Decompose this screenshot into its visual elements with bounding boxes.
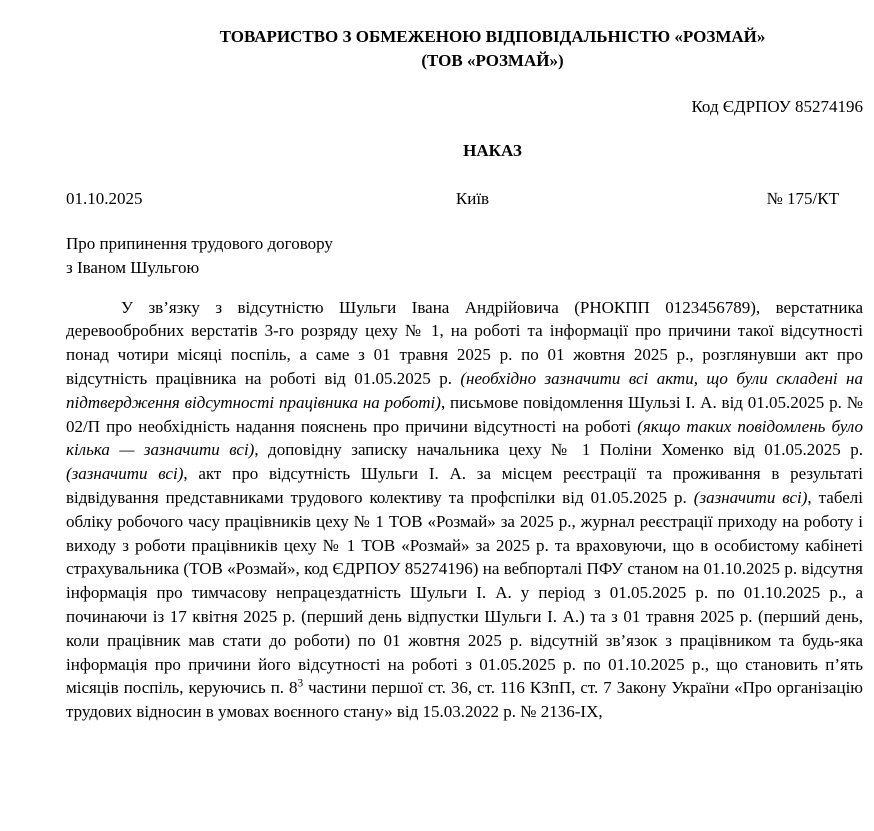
company-short-name: (ТОВ «РОЗМАЙ») <box>421 50 564 70</box>
text-run-normal: , табелі обліку робочого часу працівників цеху № 1 ТОВ «Розмай» за 2025 р., журнал реєстрації приходу на роботу і виходу з роботи працівників цеху № 1 ТОВ «Розмай» за 2025 р. та враховуючи, що в особистому кабінеті страхувальника (ТОВ «Розмай», код ЄДРПОУ 85274196) на вебпорталі ПФУ станом на 01.10.2025 р. відсутня інформація про тимчасову непрацездатність Шульги І. А. у період з 01.05.2025 р. по 01.10.2025 р., а починаючи із 17 квітня 2025 р. (перший день відпустки Шульги І. А.) та з 01 травня 2025 р. (перший день, коли працівник мав стати до роботи) по 01 жовтня 2025 р. відсутній зв’язок з працівником та будь-яка інформація про причини його відсутності на роботі з 01.05.2025 р. по 01.10.2025 р., що становить п’ять місяців поспіль, керуючись п. 8 <box>66 487 864 698</box>
text-run-italic: (зазначити всі) <box>693 487 808 507</box>
company-header <box>66 25 863 73</box>
text-run-normal: У зв’язку з відсутністю Шульги Івана Андрійовича (РНОКПП 0123456789), верстатника деревообробних верстатів 3-го розряду цеху № 1, на роботі та інформації про причини такої відсутності понад чотири місяці поспіль, а саме з 01 травня 2025 р. по 01 жовтня 2025 р., розглянувши акт про відсутність працівника на роботі від 01.05.2025 р. <box>66 297 863 388</box>
order-body-paragraph <box>66 296 863 724</box>
text-run-italic: (необхідно зазначити всі акти, що були складені на підтвердження відсутності працівника на роботі) <box>66 368 863 412</box>
order-requisites-row <box>66 187 863 211</box>
text-run-normal: , акт про відсутність Шульги І. А. за місцем реєстрації та проживання в результаті відвідування представниками трудового колективу та профспілки від 01.05.2025 р. <box>66 464 863 507</box>
order-city: Київ <box>455 189 490 209</box>
order-number: № 175/КТ <box>766 189 839 209</box>
order-doc-type: НАКАЗ <box>463 141 522 161</box>
text-run-normal: , письмове повідомлення Шульзі І. А. від 01.05.2025 р. № 02/П про необхідність надання пояснень про причини відсутності на роботі <box>66 392 863 436</box>
order-subject-line-1: Про припинення трудового договору <box>66 233 333 253</box>
text-run-normal: , доповідну записку начальника цеху № 1 Поліни Хоменко від 01.05.2025 р. <box>254 440 863 460</box>
order-subject <box>66 232 863 280</box>
text-run-normal: частини першої ст. 36, ст. 116 КЗпП, ст. 7 Закону України «Про організацію трудових відносин в умовах воєнного стану» від 15.03.2022 р. № 2136-ІХ, <box>66 678 863 722</box>
edrpou-code: Код ЄДРПОУ 85274196 <box>691 96 863 116</box>
text-run-italic: (зазначити всі) <box>66 464 184 484</box>
order-subject-line-2: з Іваном Шульгою <box>66 257 200 277</box>
text-run-superscript: 3 <box>297 677 304 690</box>
company-name: ТОВАРИСТВО З ОБМЕЖЕНОЮ ВІДПОВІДАЛЬНІСТЮ «РОЗМАЙ» <box>219 27 766 46</box>
text-run-italic: (якщо таких повідомлень було кілька — зазначити всі) <box>66 416 863 460</box>
order-date: 01.10.2025 <box>66 189 143 209</box>
